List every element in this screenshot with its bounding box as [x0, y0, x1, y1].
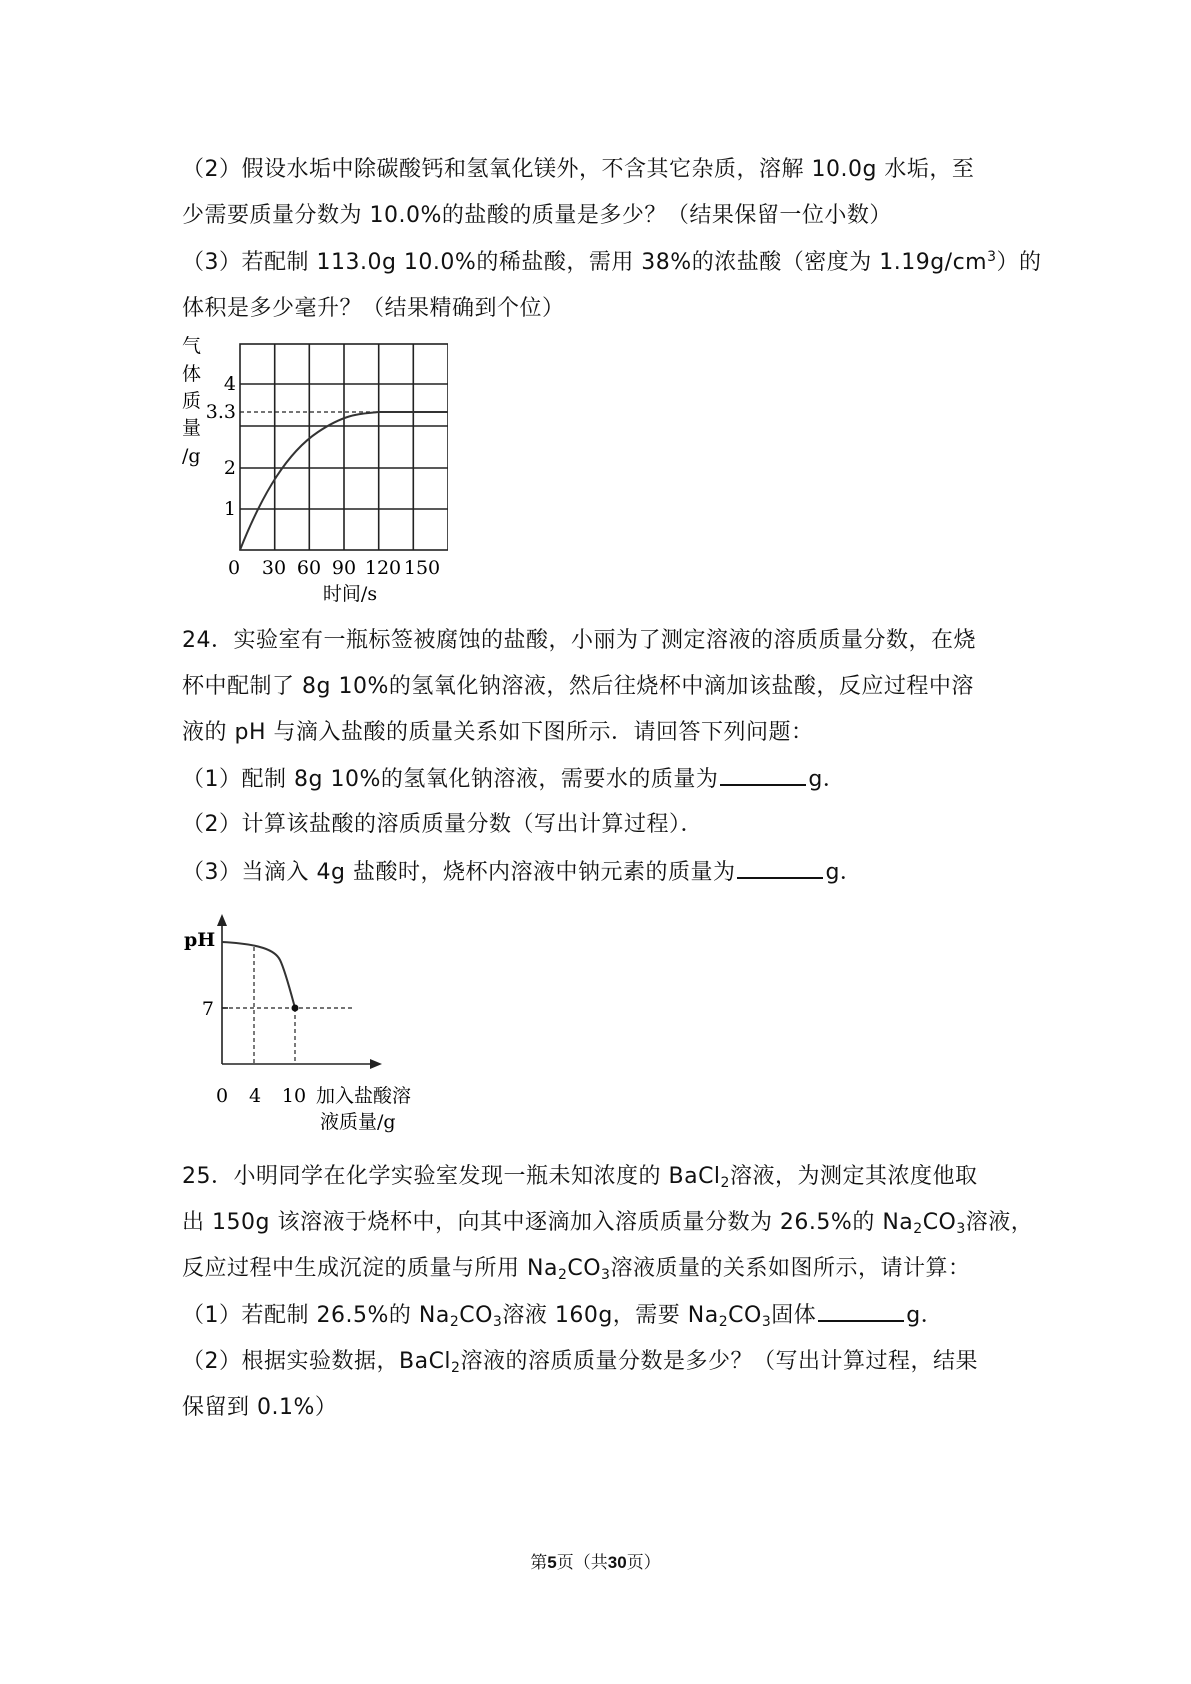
- chart1-grid: [240, 344, 448, 550]
- chart1-ylabel-3: 质: [182, 390, 202, 412]
- chart1-ylabel-4: 量: [182, 417, 202, 439]
- chart1-ytick: 2: [223, 457, 236, 479]
- q25-line3: 反应过程中生成沉淀的质量与所用 $Na_2CO_3$溶液质量的关系如图所示，请计算：: [182, 1256, 971, 1283]
- answer-blank[interactable]: [818, 1300, 904, 1322]
- page-total: 30: [607, 1553, 627, 1572]
- chart2-xlabel-1: 加入盐酸溶: [316, 1085, 412, 1107]
- chart1-xtick: 150: [403, 557, 441, 579]
- chart1-yticks: [206, 373, 236, 520]
- q23-part2-line2: 少需要质量分数为 10.0%的盐酸的质量是多少？（结果保留一位小数）: [182, 203, 892, 228]
- chart2-xtick: 0: [215, 1085, 229, 1107]
- q24-line2: 杯中配制了 8g 10%的氢氧化钠溶液，然后往烧杯中滴加该盐酸，反应过程中溶: [182, 674, 974, 699]
- gas-mass-chart: [178, 332, 448, 604]
- ph-chart: [180, 912, 430, 1140]
- chart1-xtick: 90: [331, 557, 357, 579]
- chart1-xtick: 30: [261, 557, 287, 579]
- chart1-xtick: 120: [364, 557, 402, 579]
- chart1-xticks: [228, 557, 440, 579]
- chart1-ylabel-1: 气: [182, 335, 202, 357]
- q24-part3: （3）当滴入 4g 盐酸时，烧杯内溶液中钠元素的质量为 g．: [182, 857, 862, 888]
- chart2-equivalence-point: [292, 1005, 299, 1012]
- chart2-ylabel: pH: [184, 929, 216, 951]
- answer-blank[interactable]: [720, 764, 806, 786]
- chart1-xtick: 0: [227, 557, 241, 579]
- chart2-yaxis-arrow: [217, 914, 227, 926]
- chart2-curve: [222, 942, 295, 1008]
- chart1-ylabel-2: 体: [182, 363, 202, 385]
- chart2-xtick: 10: [281, 1085, 307, 1107]
- q25-part2-line2: 保留到 0.1%）: [182, 1395, 338, 1420]
- chart2-xaxis-arrow: [370, 1059, 382, 1069]
- q25-part2-line1: （2）根据实验数据，BaCl$_2$溶液的溶质质量分数是多少？（写出计算过程，结果: [182, 1349, 978, 1376]
- chart1-ytick: 3.3: [205, 401, 236, 423]
- q25-line2: 出 150g 该溶液于烧杯中，向其中逐滴加入溶质质量分数为 26.5%的 $Na_2CO_3$溶液，: [182, 1210, 1034, 1237]
- q25-part1: （1）若配制 26.5%的 $Na_2CO_3$溶液 160g，需要 $Na_2CO_3$固体 g．: [182, 1300, 943, 1331]
- page-footer: 第5页（共30页）: [530, 1553, 661, 1573]
- q25-line1: 25．小明同学在化学实验室发现一瓶未知浓度的 BaCl$_2$溶液，为测定其浓度他取: [182, 1164, 978, 1191]
- chart1-ylabel: [182, 335, 201, 467]
- chart1-xtick: 60: [296, 557, 322, 579]
- q23-part3-line2: 体积是多少毫升？（结果精确到个位）: [182, 296, 565, 321]
- chart1-xlabel: 时间/s: [322, 583, 378, 604]
- q24-part2: （2）计算该盐酸的溶质质量分数（写出计算过程）．: [182, 812, 703, 837]
- chart2-xlabel-2: 液质量/g: [320, 1111, 396, 1133]
- q24-line1: 24．实验室有一瓶标签被腐蚀的盐酸，小丽为了测定溶液的溶质质量分数，在烧: [182, 628, 976, 653]
- page-number: 5: [547, 1553, 557, 1572]
- chart1-ytick: 1: [223, 498, 236, 520]
- answer-blank[interactable]: [737, 857, 823, 879]
- q23-part2-line1: （2）假设水垢中除碳酸钙和氢氧化镁外，不含其它杂质，溶解 10.0g 水垢，至: [182, 157, 975, 182]
- q23-part3-line1: （3）若配制 113.0g 10.0%的稀盐酸，需用 38%的浓盐酸（密度为 $1.19g/cm^3$）的: [182, 249, 1042, 275]
- chart2-ytick: 7: [201, 998, 214, 1020]
- q24-line3: 液的 pH 与滴入盐酸的质量关系如下图所示．请回答下列问题：: [182, 720, 814, 745]
- chart1-ylabel-5: /g: [182, 445, 201, 467]
- chart2-dashed: [222, 947, 355, 1064]
- chart1-ytick: 4: [223, 373, 236, 395]
- q24-part1: （1）配制 8g 10%的氢氧化钠溶液，需要水的质量为 g．: [182, 764, 845, 795]
- chart2-xticks: [216, 1085, 306, 1107]
- chart2-xtick: 4: [248, 1085, 262, 1107]
